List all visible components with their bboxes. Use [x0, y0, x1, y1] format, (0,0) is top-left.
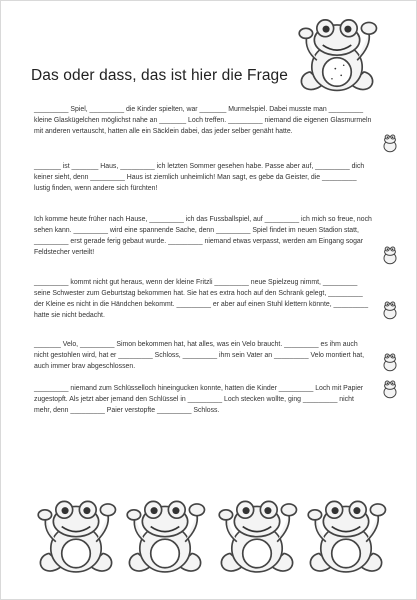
exercise-paragraph-6: _________ niemand zum Schlüsselloch hineingucken konnte, hatten die Kinder _________ Loch mit Papier zugestopft. Als jetzt aber jemand den Schlüssel in _________ Loch stecken wollte, ging _________ nicht mehr, denn _________ Paier verstopfte _________ Schloss.	[34, 385, 364, 414]
exercise-paragraph-4: _________ kommt nicht gut heraus, wenn der kleine Fritzli _________ neue Spielzeug nimmt, _________ seine Schwester zum Geburtstag bekommen hat. Sie hat es extra hoch auf den Schrank gelegt, _________ der Kleine es nicht in die Händchen bekommt. _________ er aber auf einen Stuhl klettern könnte, _________ hatte sie nicht bedacht.	[34, 279, 369, 319]
frog-icon	[295, 7, 379, 100]
frog-icon	[34, 491, 118, 579]
exercise-paragraph-1: _________ Spiel, _________ die Kinder spielten, war _______ Murmelspiel. Dabei musste man _________ kleine Glaskügelchen möglichst nahe an _______ Loch treffen. _________ niemand die eigenen Glasmurmeln mit anderen vertauscht, hatten alle ein Säcklein dabei, das jeder selber genäht hatte.	[34, 106, 372, 135]
exercise-paragraph-2: _______ ist _______ Haus, _________ ich letzten Sommer gesehen habe. Passe aber auf, _________ dich keiner sieht, denn _________ Haus ist ziemlich unheimlich! Man sagt, es gebe da Geister, die _________ lustig finden, wenn andere sich fürchten!	[34, 163, 365, 192]
worksheet-title: Das oder dass, das ist hier die Frage	[31, 67, 288, 84]
small-frog-icon	[380, 299, 400, 321]
small-frog-icon	[380, 244, 400, 266]
small-frog-icon	[380, 378, 400, 400]
frog-icon	[304, 491, 388, 579]
exercise-paragraph-3: Ich komme heute früher nach Hause, _________ ich das Fussballspiel, auf _________ ich mich so freue, noch sehen kann. _________ wird eine spannende Sache, denn _________ Spiel findet im neuen Stadion statt, _________ erst gerade ferig gebaut wurde. _________ niemand etwas verpasst, werden am Eingang sogar Feldstecher verteilt!	[34, 216, 372, 256]
small-frog-icon	[380, 132, 400, 154]
frog-icon	[123, 491, 207, 579]
small-frog-icon	[380, 351, 400, 373]
exercise-paragraph-5: _______ Velo, _________ Simon bekommen hat, hat alles, was ein Velo braucht. _________ es ihm auch nicht gestohlen wird, hat er _________ Schloss, _________ ihm sein Vater an _________ Velo montiert hat, auch immer brav abgeschlossen.	[34, 341, 365, 370]
frog-icon	[215, 491, 299, 579]
